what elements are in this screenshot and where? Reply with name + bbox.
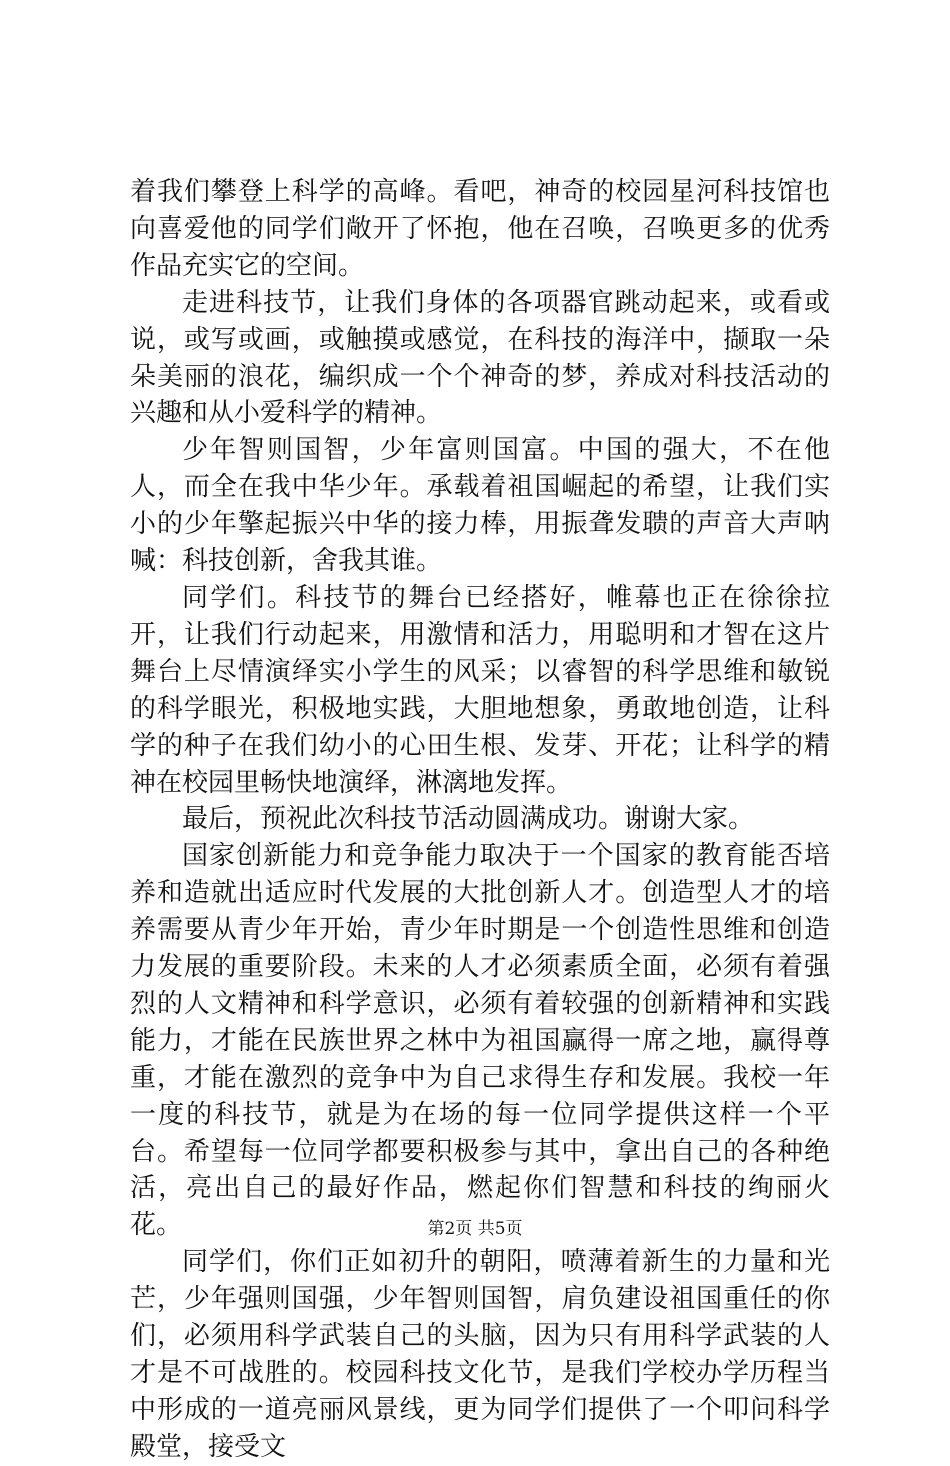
paragraph-3: 少年智则国智，少年富则国富。中国的强大，不在他人，而全在我中华少年。承载着祖国崛起的希望，让我们实小的少年擎起振兴中华的接力棒，用振聋发聩的声音大声呐喊：科技创新，舍我其谁。 xyxy=(130,435,830,577)
paragraph-5: 最后，预祝此次科技节活动圆满成功。谢谢大家。 xyxy=(182,804,755,835)
paragraph-6: 国家创新能力和竞争能力取决于一个国家的教育能否培养和造就出适应时代发展的大批创新人才。创造型人才的培养需要从青少年开始，青少年时期是一个创造性思维和创造力发展的重要阶段。未来的人才必须素质全面，必须有着强烈的人文精神和科学意识，必须有着较强的创新精神和实践能力，才能在民族世界之林中为祖国赢得一席之地，赢得尊重，才能在激烈的竞争中为自己求得生存和发展。我校一年一度的科技节，就是为在场的每一位同学提供这样一个平台。希望每一位同学都要积极参与其中，拿出自己的各种绝活，亮出自己的最好作品，燃起你们智慧和科技的绚丽火花。 xyxy=(130,841,830,1241)
paragraph-7: 同学们，你们正如初升的朝阳，喷薄着新生的力量和光芒，少年强则国强，少年智则国智，肩负建设祖国重任的你们，必须用科学武装自己的头脑，因为只有用科学武装的人才是不可战胜的。校园科技文化节，是我们学校办学历程当中形成的一道亮丽风景线，更为同学们提供了一个叩问科学殿堂，接受文 xyxy=(130,1247,830,1462)
paragraph-2: 走进科技节，让我们身体的各项器官跳动起来，或看或说，或写或画，或触摸或感觉，在科技的海洋中，撷取一朵朵美丽的浪花，编织成一个个神奇的梦，养成对科技活动的兴趣和从小爱科学的精神。 xyxy=(130,287,830,429)
paragraph-1: 着我们攀登上科学的高峰。看吧，神奇的校园星河科技馆也向喜爱他的同学们敞开了怀抱，他在召唤，召唤更多的优秀作品充实它的空间。 xyxy=(130,177,830,281)
page-footer: 第2页 共5页 xyxy=(427,1219,523,1239)
paragraph-4: 同学们。科技节的舞台已经搭好，帷幕也正在徐徐拉开，让我们行动起来，用激情和活力，用聪明和才智在这片舞台上尽情演绎实小学生的风采；以睿智的科学思维和敏锐的科学眼光，积极地实践，大胆地想象，勇敢地创造，让科学的种子在我们幼小的心田生根、发芽、开花；让科学的精神在校园里畅快地演绎，淋漓地发挥。 xyxy=(130,582,830,798)
document-body xyxy=(130,174,830,1466)
